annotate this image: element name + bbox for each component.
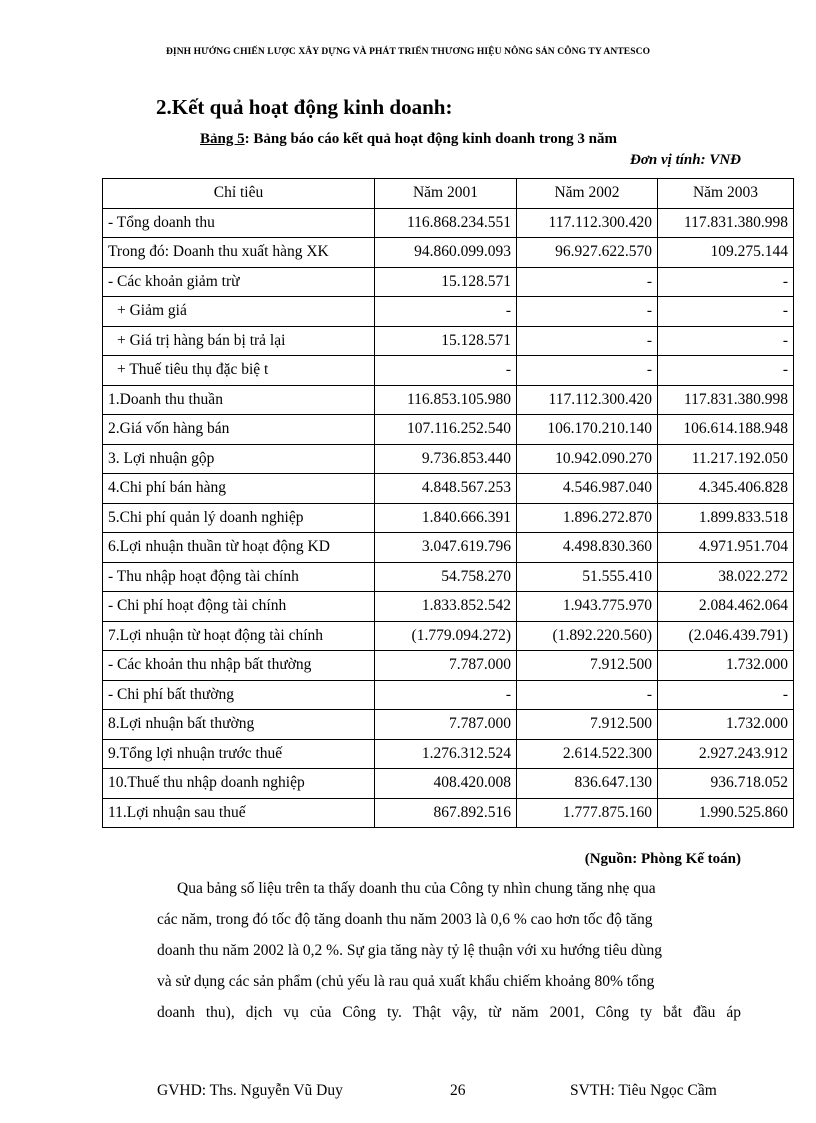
value-cell: 2.927.243.912 xyxy=(658,739,794,769)
table-row xyxy=(103,267,794,297)
table-row xyxy=(103,238,794,268)
value-cell: 1.833.852.542 xyxy=(375,592,517,622)
value-cell: - xyxy=(517,297,658,327)
table-row xyxy=(103,208,794,238)
table-row xyxy=(103,415,794,445)
footer-advisor: GVHD: Ths. Nguyễn Vũ Duy xyxy=(157,1082,343,1099)
value-cell: 1.943.775.970 xyxy=(517,592,658,622)
value-cell: 54.758.270 xyxy=(375,562,517,592)
value-cell: 38.022.272 xyxy=(658,562,794,592)
value-cell: 4.498.830.360 xyxy=(517,533,658,563)
footer-student: SVTH: Tiêu Ngọc Cầm xyxy=(570,1082,717,1099)
value-cell: 408.420.008 xyxy=(375,769,517,799)
value-cell: 1.899.833.518 xyxy=(658,503,794,533)
table-row xyxy=(103,769,794,799)
unit-label: Đơn vị tính: VNĐ xyxy=(630,152,741,168)
table-header-row xyxy=(103,179,794,209)
value-cell: 117.112.300.420 xyxy=(517,208,658,238)
table-caption xyxy=(200,131,617,148)
value-cell: - xyxy=(658,326,794,356)
row-label-cell: - Thu nhập hoạt động tài chính xyxy=(103,562,375,592)
table-row xyxy=(103,297,794,327)
table-row xyxy=(103,739,794,769)
row-label-cell: 5.Chi phí quản lý doanh nghiệp xyxy=(103,503,375,533)
value-cell: 7.787.000 xyxy=(375,651,517,681)
row-label-cell: - Các khoản giảm trừ xyxy=(103,267,375,297)
row-label-cell: - Chi phí bất thường xyxy=(103,680,375,710)
row-label-cell: 7.Lợi nhuận từ hoạt động tài chính xyxy=(103,621,375,651)
row-label-cell: 8.Lợi nhuận bất thường xyxy=(103,710,375,740)
value-cell: 1.990.525.860 xyxy=(658,798,794,828)
table-row xyxy=(103,503,794,533)
value-cell: - xyxy=(517,356,658,386)
column-header: Năm 2001 xyxy=(375,179,517,209)
value-cell: 1.896.272.870 xyxy=(517,503,658,533)
value-cell: 936.718.052 xyxy=(658,769,794,799)
value-cell: 1.840.666.391 xyxy=(375,503,517,533)
table-row xyxy=(103,651,794,681)
value-cell: 836.647.130 xyxy=(517,769,658,799)
value-cell: - xyxy=(517,326,658,356)
value-cell: - xyxy=(517,680,658,710)
value-cell: 2.614.522.300 xyxy=(517,739,658,769)
table-row xyxy=(103,533,794,563)
row-label-cell: + Giảm giá xyxy=(103,297,375,327)
paragraph-line: và sử dụng các sản phẩm (chủ yếu là rau quả xuất khẩu chiếm khoảng 80% tổng xyxy=(157,973,655,990)
column-header: Chỉ tiêu xyxy=(103,179,375,209)
row-label-cell: 10.Thuế thu nhập doanh nghiệp xyxy=(103,769,375,799)
source-note: (Nguồn: Phòng Kế toán) xyxy=(584,851,741,867)
value-cell: - xyxy=(375,356,517,386)
table-row xyxy=(103,798,794,828)
column-header: Năm 2002 xyxy=(517,179,658,209)
value-cell: 9.736.853.440 xyxy=(375,444,517,474)
value-cell: - xyxy=(658,297,794,327)
value-cell: 7.787.000 xyxy=(375,710,517,740)
footer-page-number: 26 xyxy=(450,1082,466,1099)
value-cell: 7.912.500 xyxy=(517,710,658,740)
row-label-cell: - Tổng doanh thu xyxy=(103,208,375,238)
value-cell: 106.170.210.140 xyxy=(517,415,658,445)
value-cell: 94.860.099.093 xyxy=(375,238,517,268)
value-cell: 116.853.105.980 xyxy=(375,385,517,415)
value-cell: 11.217.192.050 xyxy=(658,444,794,474)
table-caption-label: Bảng 5 xyxy=(200,131,245,147)
value-cell: - xyxy=(517,267,658,297)
paragraph-line: doanh thu), dịch vụ của Công ty. Thật vậy, từ năm 2001, Công ty bắt đầu áp xyxy=(157,1004,741,1021)
row-label-cell: 4.Chi phí bán hàng xyxy=(103,474,375,504)
value-cell: (1.779.094.272) xyxy=(375,621,517,651)
table-row xyxy=(103,326,794,356)
value-cell: 51.555.410 xyxy=(517,562,658,592)
table-row xyxy=(103,621,794,651)
value-cell: 1.276.312.524 xyxy=(375,739,517,769)
value-cell: 117.831.380.998 xyxy=(658,208,794,238)
table-row xyxy=(103,385,794,415)
value-cell: 3.047.619.796 xyxy=(375,533,517,563)
value-cell: 1.777.875.160 xyxy=(517,798,658,828)
column-header: Năm 2003 xyxy=(658,179,794,209)
value-cell: - xyxy=(658,680,794,710)
value-cell: - xyxy=(658,267,794,297)
row-label-cell: + Thuế tiêu thụ đặc biệ t xyxy=(103,356,375,386)
value-cell: 4.971.951.704 xyxy=(658,533,794,563)
value-cell: 116.868.234.551 xyxy=(375,208,517,238)
table-row xyxy=(103,562,794,592)
row-label-cell: 11.Lợi nhuận sau thuế xyxy=(103,798,375,828)
row-label-cell: + Giá trị hàng bán bị trả lại xyxy=(103,326,375,356)
value-cell: 1.732.000 xyxy=(658,710,794,740)
row-label-cell: 6.Lợi nhuận thuần từ hoạt động KD xyxy=(103,533,375,563)
row-label-cell: 9.Tổng lợi nhuận trước thuế xyxy=(103,739,375,769)
value-cell: 106.614.188.948 xyxy=(658,415,794,445)
value-cell: (2.046.439.791) xyxy=(658,621,794,651)
value-cell: 109.275.144 xyxy=(658,238,794,268)
table-body xyxy=(103,208,794,828)
value-cell: 107.116.252.540 xyxy=(375,415,517,445)
paragraph-line: Qua bảng số liệu trên ta thấy doanh thu của Công ty nhìn chung tăng nhẹ qua xyxy=(177,880,656,897)
paragraph-line: các năm, trong đó tốc độ tăng doanh thu năm 2003 là 0,6 % cao hơn tốc độ tăng xyxy=(157,911,653,928)
table-row xyxy=(103,474,794,504)
value-cell: 10.942.090.270 xyxy=(517,444,658,474)
report-table xyxy=(102,178,794,828)
value-cell: 117.112.300.420 xyxy=(517,385,658,415)
row-label-cell: Trong đó: Doanh thu xuất hàng XK xyxy=(103,238,375,268)
row-label-cell: 2.Giá vốn hàng bán xyxy=(103,415,375,445)
row-label-cell: 3. Lợi nhuận gộp xyxy=(103,444,375,474)
table-row xyxy=(103,444,794,474)
paragraph-line: doanh thu năm 2002 là 0,2 %. Sự gia tăng này tỷ lệ thuận với xu hướng tiêu dùng xyxy=(157,942,663,959)
value-cell: 2.084.462.064 xyxy=(658,592,794,622)
row-label-cell: - Chi phí hoạt động tài chính xyxy=(103,592,375,622)
value-cell: 15.128.571 xyxy=(375,326,517,356)
table-row xyxy=(103,680,794,710)
value-cell: 1.732.000 xyxy=(658,651,794,681)
row-label-cell: 1.Doanh thu thuần xyxy=(103,385,375,415)
value-cell: 4.546.987.040 xyxy=(517,474,658,504)
value-cell: 4.848.567.253 xyxy=(375,474,517,504)
value-cell: 7.912.500 xyxy=(517,651,658,681)
row-label-cell: - Các khoản thu nhập bất thường xyxy=(103,651,375,681)
body-paragraph xyxy=(157,873,741,1028)
running-header: ĐỊNH HƯỚNG CHIẾN LƯỢC XÂY DỰNG VÀ PHÁT TRIỂN THƯƠNG HIỆU NÔNG SẢN CÔNG TY ANTESCO xyxy=(165,47,651,57)
value-cell: - xyxy=(658,356,794,386)
value-cell: (1.892.220.560) xyxy=(517,621,658,651)
section-title: 2.Kết quả hoạt động kinh doanh: xyxy=(156,95,453,119)
value-cell: 15.128.571 xyxy=(375,267,517,297)
value-cell: - xyxy=(375,297,517,327)
value-cell: 4.345.406.828 xyxy=(658,474,794,504)
table-row xyxy=(103,356,794,386)
value-cell: 117.831.380.998 xyxy=(658,385,794,415)
table-row xyxy=(103,710,794,740)
value-cell: 96.927.622.570 xyxy=(517,238,658,268)
value-cell: - xyxy=(375,680,517,710)
value-cell: 867.892.516 xyxy=(375,798,517,828)
table-row xyxy=(103,592,794,622)
table-caption-text: : Bảng báo cáo kết quả hoạt động kinh doanh trong 3 năm xyxy=(244,131,617,147)
